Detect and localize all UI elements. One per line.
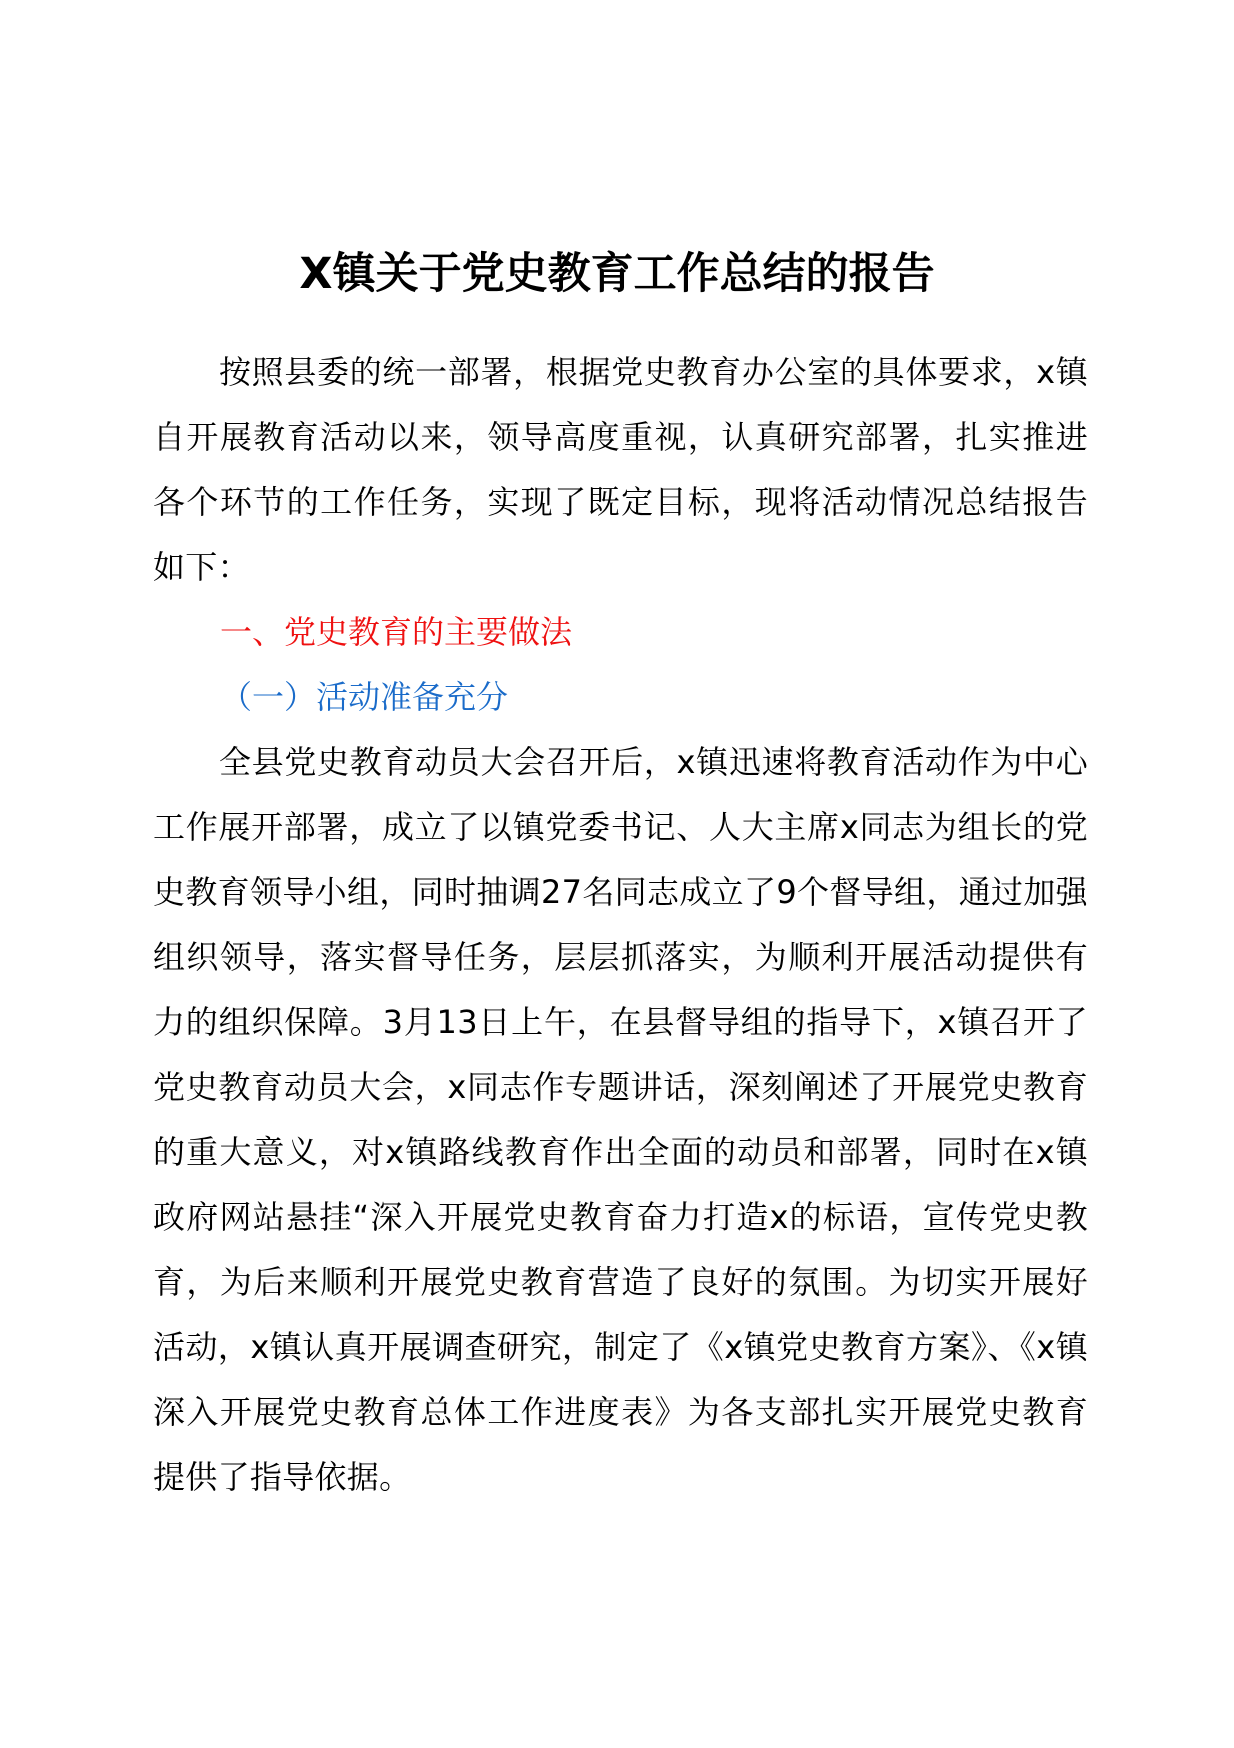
subsection-paragraph: 全县党史教育动员大会召开后，x镇迅速将教育活动作为中心工作展开部署，成立了以镇党委书记、人大主席x同志为组长的党史教育领导小组，同时抽调27名同志成立了9个督导组，通过加强组织领导，落实督导任务，层层抓落实，为顺利开展活动提供有力的组织保障。3月13日上午，在县督导组的指导下，x镇召开了党史教育动员大会，x同志作专题讲话，深刻阐述了开展党史教育的重大意义，对x镇路线教育作出全面的动员和部署，同时在x镇政府网站悬挂“深入开展党史教育奋力打造x的标语，宣传党史教育，为后来顺利开展党史教育营造了良好的氛围。为切实开展好活动，x镇认真开展调查研究，制定了《x镇党史教育方案》、《x镇深入开展党史教育总体工作进度表》为各支部扎实开展党史教育提供了指导依据。 bbox=[153, 743, 1088, 1496]
intro-paragraph: 按照县委的统一部署，根据党史教育办公室的具体要求，x镇自开展教育活动以来，领导高度重视，认真研究部署，扎实推进各个环节的工作任务，实现了既定目标，现将活动情况总结报告如下： bbox=[153, 353, 1088, 586]
document-title: X镇关于党史教育工作总结的报告 bbox=[299, 249, 935, 299]
section-heading: 一、党史教育的主要做法 bbox=[220, 613, 573, 651]
subsection-heading: （一）活动准备充分 bbox=[220, 678, 509, 716]
